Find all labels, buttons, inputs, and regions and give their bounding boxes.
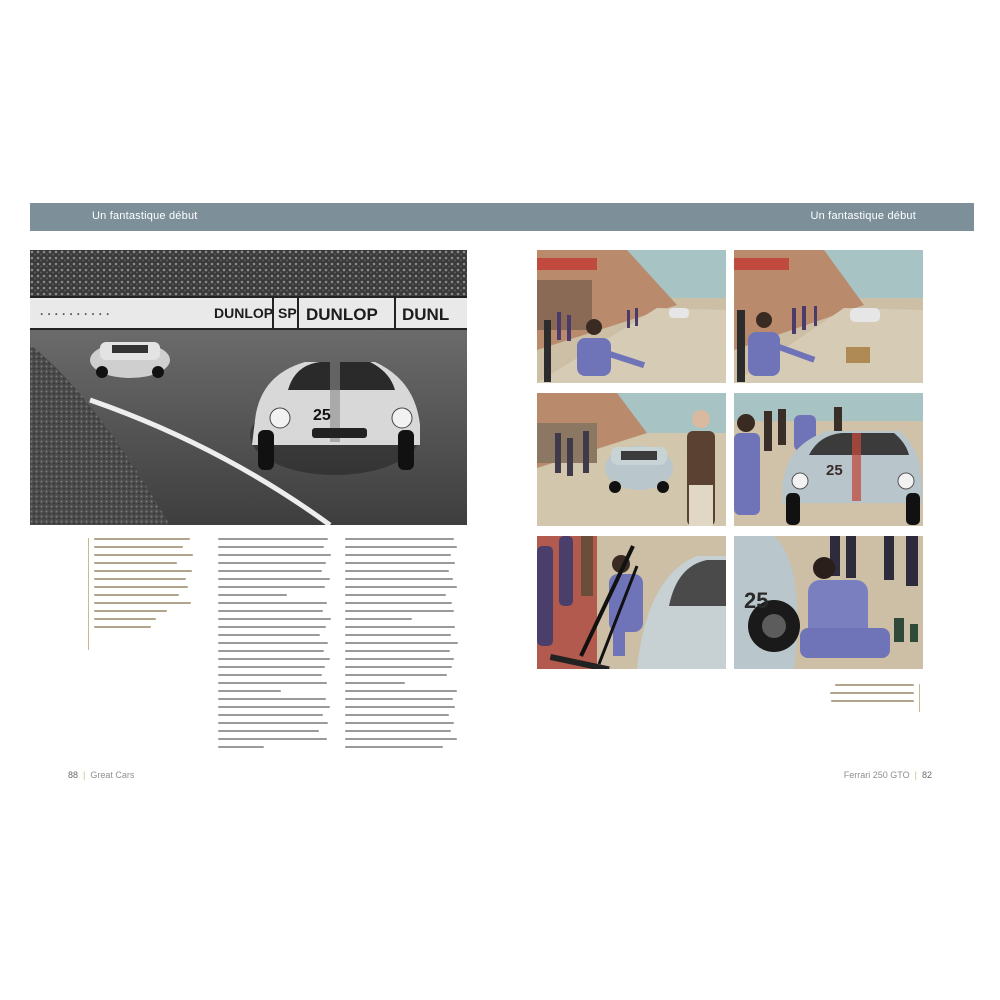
rear-race-car [90, 342, 170, 378]
banner-text: SP [278, 305, 297, 321]
page-number-left: 88 [68, 770, 79, 780]
car-number: 25 [744, 588, 769, 613]
page-number-right: 82 [921, 770, 932, 780]
pit-photo-2 [734, 250, 923, 383]
footer-divider: | [914, 770, 917, 780]
footer-divider: | [83, 770, 86, 780]
body-text-column-2 [345, 538, 460, 756]
lead-race-car [250, 362, 420, 475]
car-number: 25 [826, 462, 843, 479]
banner-text: DUNLOP [306, 305, 378, 324]
footer-section-right: Ferrari 250 GTO [843, 770, 910, 780]
pit-photo-5 [537, 536, 726, 669]
page-footer-left [68, 770, 134, 780]
pit-photo-4 [734, 393, 923, 526]
svg-text:· · · · · · · · · ·: · · · · · · · · · · [40, 307, 110, 321]
photo-caption-right [828, 684, 920, 712]
chapter-title-left: Un fantastique début [92, 210, 198, 222]
pit-photo-1 [537, 250, 726, 383]
main-race-photo [30, 250, 467, 525]
car-number: 25 [313, 407, 331, 424]
pit-photo-6 [734, 536, 923, 669]
banner-text: DUNLOP [214, 305, 274, 321]
page-footer-right [844, 770, 932, 780]
header-band [30, 203, 974, 231]
photo-caption-left [88, 538, 198, 650]
footer-section-left: Great Cars [90, 770, 135, 780]
body-text-column-1 [218, 538, 333, 756]
chapter-title-right: Un fantastique début [810, 210, 916, 222]
pit-photo-3 [537, 393, 726, 526]
banner-text: DUNL [402, 305, 450, 324]
